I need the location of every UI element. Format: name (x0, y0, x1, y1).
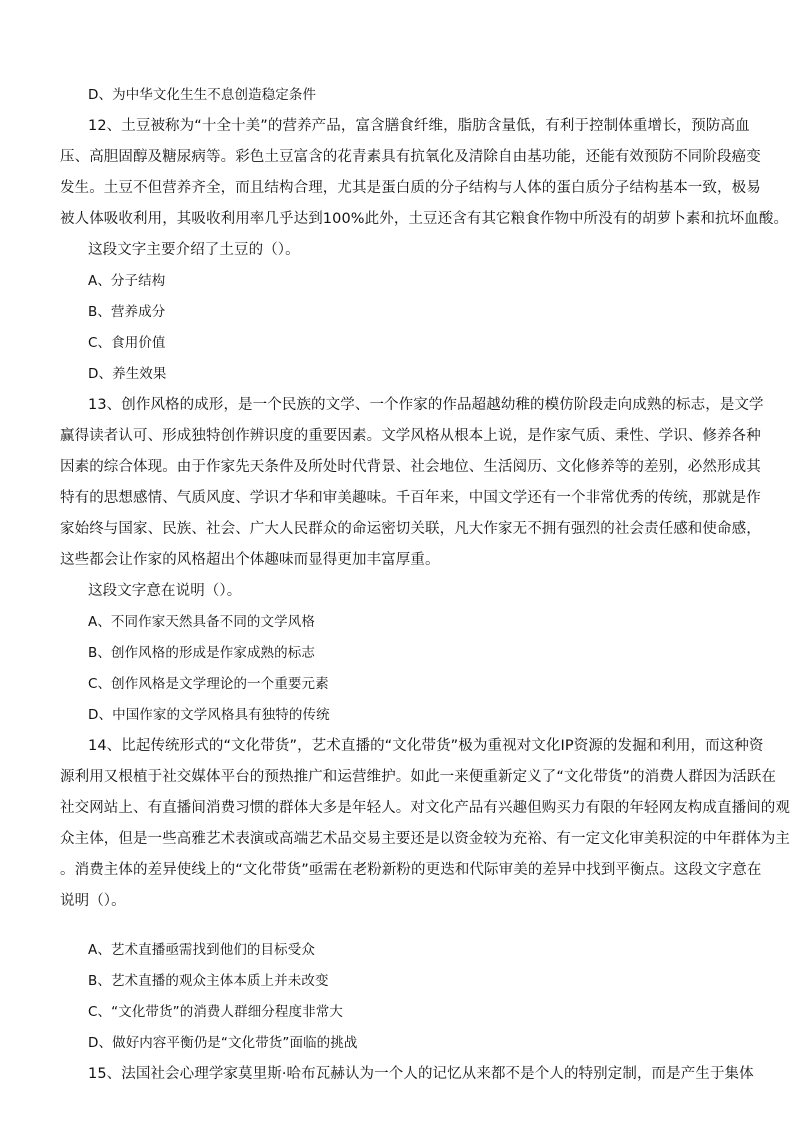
q14-passage-line-6: 说明（）。 (60, 893, 126, 909)
question-15 (60, 1059, 754, 1090)
q14-option-a: A、艺术直播亟需找到他们的目标受众 (88, 942, 315, 958)
q14-passage-line-4: 众主体，但是一些高雅艺术表演或高端艺术品交易主要还是以资金较为充裕、有一定文化审美积淀的中年群体为主 (60, 831, 790, 847)
q14-option-c: C、“文化带货”的消费人群细分程度非常大 (88, 1004, 343, 1020)
q12-option-b: B、营养成分 (88, 304, 166, 320)
q12-option-c: C、食用价值 (88, 335, 166, 351)
paragraph-spacer (60, 917, 736, 935)
q13-passage-line-3: 因素的综合体现。由于作家先天条件及所处时代背景、社会地位、生活阅历、文化修养等的差别，必然形成其 (60, 459, 761, 475)
q12-option-d: D、养生效果 (88, 366, 167, 382)
q13-option-c: C、创作风格是文学理论的一个重要元素 (88, 676, 329, 692)
question-14 (60, 731, 790, 1059)
q13-option-a: A、不同作家天然具备不同的文学风格 (88, 614, 315, 630)
q14-passage-line-2: 源利用又根植于社交媒体平台的预热推广和运营维护。如此一来便重新定义了“文化带货”的消费人群因为活跃在 (60, 769, 777, 785)
question-12 (60, 111, 789, 390)
prev-option-d: D、为中华文化生生不息创造稳定条件 (88, 87, 317, 103)
q13-passage-line-2: 赢得读者认可、形成独特创作辨识度的重要因素。文学风格从根本上说，是作家气质、秉性、学识、修养各种 (60, 428, 761, 444)
q14-passage-line-3: 社交网站上、有直播间消费习惯的群体大多是年轻人。对文化产品有兴趣但购买力有限的年轻网友构成直播间的观 (60, 800, 790, 816)
q12-option-a: A、分子结构 (88, 273, 166, 289)
q12-stem: 这段文字主要介绍了土豆的（）。 (88, 242, 300, 258)
q12-passage-line-2: 压、高胆固醇及糖尿病等。彩色土豆富含的花青素具有抗氧化及清除自由基功能，还能有效预防不同阶段癌变 (60, 149, 761, 165)
question-13 (60, 390, 764, 731)
q15-passage-line-1: 15、法国社会心理学家莫里斯·哈布瓦赫认为一个人的记忆从来都不是个人的特别定制，而是产生于集体 (88, 1066, 754, 1082)
q14-option-b: B、艺术直播的观众主体本质上并未改变 (88, 973, 329, 989)
q13-option-d: D、中国作家的文学风格具有独特的传统 (88, 707, 330, 723)
q13-option-b: B、创作风格的形成是作家成熟的标志 (88, 645, 315, 661)
q13-stem: 这段文字意在说明（）。 (88, 583, 242, 599)
q13-passage-line-6: 这些都会让作家的风格超出个体趣味而显得更加丰富厚重。 (60, 552, 440, 568)
q14-passage-line-1: 14、比起传统形式的“文化带货”，艺术直播的“文化带货”极为重视对文化IP资源的发掘和利用，而这种资 (88, 738, 764, 754)
q12-passage-line-4: 被人体吸收利用，其吸收利用率几乎达到100%此外，土豆还含有其它粮食作物中所没有的胡萝卜素和抗坏血酸。 (60, 211, 789, 227)
q13-passage-line-5: 家始终与国家、民族、社会、广大人民群众的命运密切关联，凡大作家无不拥有强烈的社会责任感和使命感， (60, 521, 761, 537)
q14-passage-line-5: 。消费主体的差异使线上的“文化带货”亟需在老粉新粉的更迭和代际审美的差异中找到平衡点。这段文字意在 (60, 862, 762, 878)
q13-passage-line-1: 13、创作风格的成形，是一个民族的文学、一个作家的作品超越幼稚的模仿阶段走向成熟的标志，是文学 (88, 397, 764, 413)
q12-passage-line-3: 发生。土豆不但营养齐全，而且结构合理，尤其是蛋白质的分子结构与人体的蛋白质分子结构基本一致，极易 (60, 180, 761, 196)
q14-option-d: D、做好内容平衡仍是“文化带货”面临的挑战 (88, 1035, 358, 1051)
q12-passage-line-1: 12、土豆被称为“十全十美”的营养产品，富含膳食纤维，脂肪含量低，有利于控制体重增长，预防高血 (88, 118, 750, 134)
q13-passage-line-4: 特有的思想感情、气质风度、学识才华和审美趣味。千百年来，中国文学还有一个非常优秀的传统，那就是作 (60, 490, 761, 506)
document-body (60, 80, 790, 1090)
